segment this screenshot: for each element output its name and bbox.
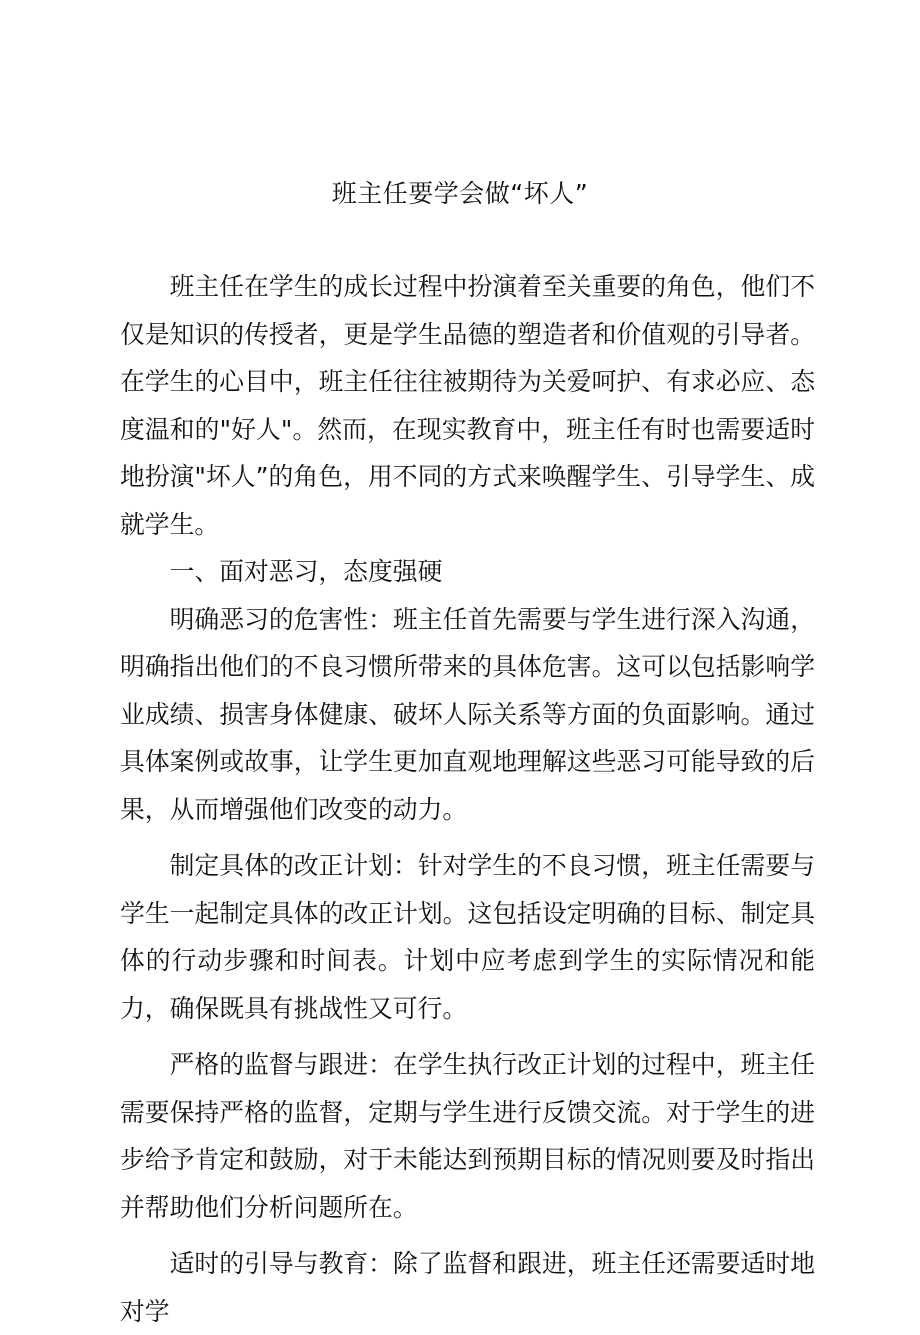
- paragraph-intro: 班主任在学生的成长过程中扮演着至关重要的角色，他们不仅是知识的传授者，更是学生品德的塑造者和价值观的引导者。在学生的心目中，班主任往往被期待为关爱呵护、有求必应、态度温和的"好人"。然而，在现实教育中，班主任有时也需要适时地扮演"坏人”的角色，用不同的方式来唤醒学生、引导学生、成就学生。: [120, 272, 815, 539]
- paragraph-supervision: 严格的监督与跟进：在学生执行改正计划的过程中，班主任需要保持严格的监督，定期与学生进行反馈交流。对于学生的进步给予肯定和鼓励，对于未能达到预期目标的情况则要及时指出并帮助他们分析问题所在。: [120, 1050, 815, 1222]
- paragraph-guidance: 适时的引导与教育：除了监督和跟进，班主任还需要适时地对学: [120, 1249, 815, 1326]
- document-title: 班主任要学会做“坏人”: [331, 179, 589, 208]
- paragraph-harm: 明确恶习的危害性：班主任首先需要与学生进行深入沟通，明确指出他们的不良习惯所带来的具体危害。这可以包括影响学业成绩、损害身体健康、破坏人际关系等方面的负面影响。通过具体案例或故事，让学生更加直观地理解这些恶习可能导致的后果，从而增强他们改变的动力。: [120, 604, 815, 824]
- section-heading: 一、面对恶习，态度强硬: [169, 557, 443, 586]
- paragraph-plan: 制定具体的改正计划：针对学生的不良习惯，班主任需要与学生一起制定具体的改正计划。这包括设定明确的目标、制定具体的行动步骤和时间表。计划中应考虑到学生的实际情况和能力，确保既具有挑战性又可行。: [120, 851, 815, 1023]
- document-body: [120, 263, 815, 1335]
